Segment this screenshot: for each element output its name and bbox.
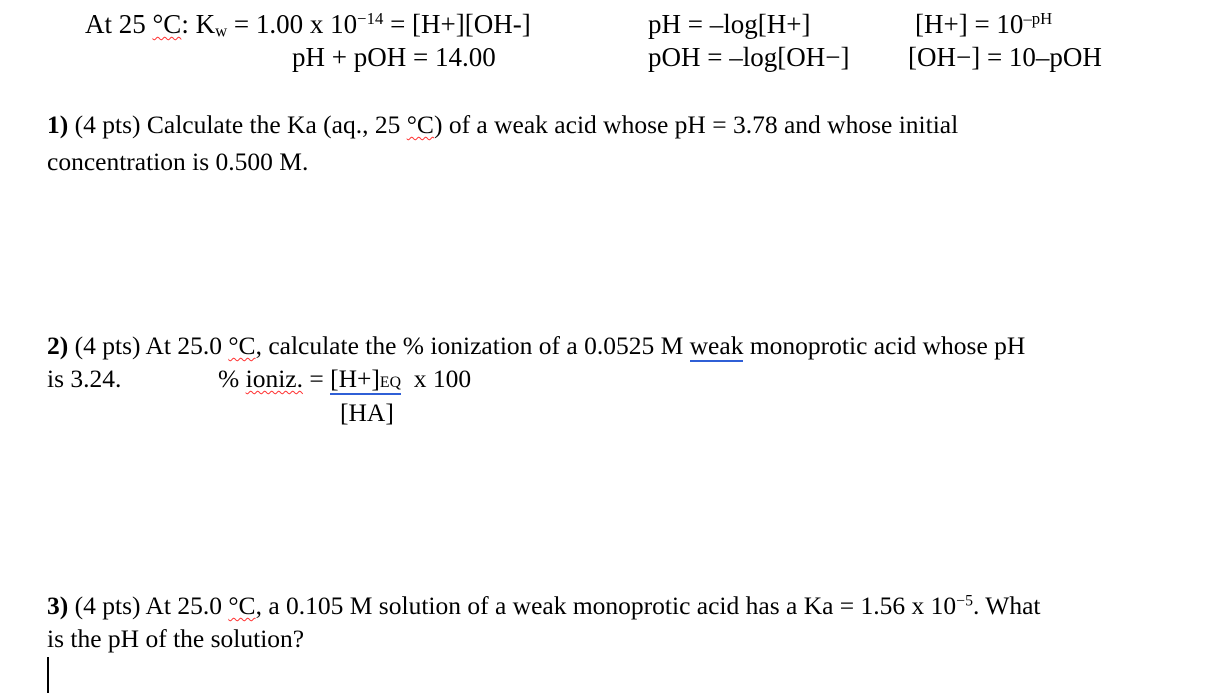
q3-text-b: , a 0.105 M solution of a weak monoprotic acid has a Ka = 1.56 x 10 [255,591,957,620]
kw-subscript: w [215,21,228,41]
ph-poh-sum [292,44,496,71]
q3-deg: °C [228,591,256,620]
kw-value: = 1.00 x 10 [227,9,358,39]
q2-text-c: monoprotic acid whose pH [743,331,1026,360]
h-def-base: [H+] = 10 [915,9,1024,39]
numerator-eq: EQ [379,374,401,391]
question-3-line-1 [47,593,1041,619]
kw-equation [85,8,531,41]
percent-sign: % [218,364,246,393]
kw-ion-product: = [H+][OH-] [383,9,531,39]
q2-number: 2) [47,331,69,360]
question-1-line-2: concentration is 0.500 M. [47,147,309,176]
q2-weak: weak [689,331,744,360]
question-2-line-1 [47,333,1025,359]
q2-deg: °C [228,331,256,360]
h-definition [915,8,1053,39]
deg-c: °C [152,9,182,39]
formula-equals: = [303,364,331,393]
q3-text-a: (4 pts) At 25.0 [74,591,229,620]
poh-definition: pOH = –log[OH−] [648,42,850,72]
formula-denominator: [HA] [340,398,394,427]
q2-text-a: (4 pts) At 25.0 [74,331,229,360]
question-1-line-1 [47,112,958,138]
ionization-formula [218,366,471,392]
at-25-label: At 25 [85,9,153,39]
q2-text-b: , calculate the % ionization of a 0.0525 M [255,331,690,360]
numerator-text: [H+] [330,364,380,393]
question-2-line-2: is 3.24. [47,364,122,393]
oh-definition: [OH−] = 10–pOH [908,42,1102,72]
ph-poh-text: pH + pOH = 14.00 [292,42,496,72]
kw-label: : K [181,9,216,39]
q1-text-a: (4 pts) Calculate the Ka (aq., 25 [74,110,407,139]
question-3-line-2: is the pH of the solution? [47,624,305,653]
ioniz-label: ioniz. [245,364,303,393]
text-cursor[interactable] [47,657,49,693]
q3-number: 3) [47,591,69,620]
q3-exponent: −5 [956,592,973,610]
q1-deg: °C [406,110,434,139]
formula-numerator [330,364,401,395]
kw-exponent: −14 [357,8,384,28]
times-100: x 100 [413,364,472,393]
h-def-exponent: –pH [1023,8,1053,28]
q3-text-c: . What [973,591,1041,620]
q1-number: 1) [47,110,69,139]
ph-definition: pH = –log[H+] [648,9,811,39]
q1-text-b: ) of a weak acid whose pH = 3.78 and whose initial [433,110,959,139]
